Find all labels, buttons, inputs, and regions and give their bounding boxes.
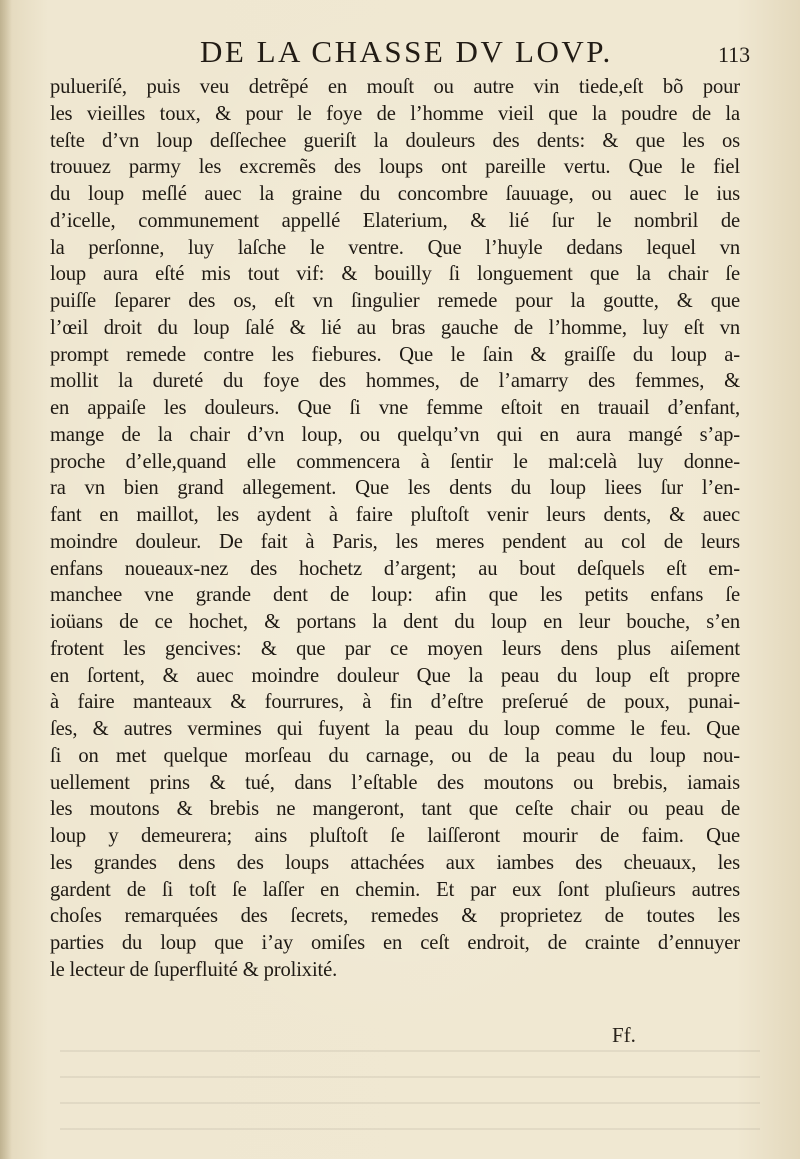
running-title: DE LA CHASSE DV LOVP. bbox=[200, 34, 613, 69]
signature-mark: Ff. bbox=[612, 1023, 636, 1047]
text-line: loup y demeurera; ains pluſtoſt ſe laiſſeront mourir de faim. Que bbox=[50, 825, 740, 847]
text-line: ſi on met quelque morſeau du carnage, ou de la peau du loup nou- bbox=[50, 744, 740, 767]
text-line: l’œil droit du loup ſalé & lié au bras gauche de l’homme, luy eſt vn bbox=[50, 316, 740, 339]
page-number: 113 bbox=[718, 42, 751, 67]
body-text bbox=[50, 74, 740, 984]
text-line: enfans noueaux-nez des hochetz d’argent; au bout deſquels eſt em- bbox=[50, 557, 740, 580]
text-line: manchee vne grande dent de loup: afin que les petits enfans ſe bbox=[50, 584, 740, 607]
text-line: pulueriſé, puis veu detrẽpé en mouſt ou autre vin tiede,eſt bõ pour bbox=[50, 76, 740, 98]
text-line: parties du loup que i’ay omiſes en ceſt endroit, de crainte d’ennuyer bbox=[50, 932, 740, 954]
text-line: puiſſe ſeparer des os, eſt vn ſingulier remede pour la goutte, & que bbox=[50, 290, 740, 312]
text-line: les vieilles toux, & pour le foye de l’homme vieil que la poudre de la bbox=[50, 102, 740, 125]
text-line: ioüans de ce hochet, & portans la dent du loup en leur bouche, s’en bbox=[50, 611, 740, 633]
text-line: teſte d’vn loup deſſechee gueriſt la douleurs des dents: & que les os bbox=[50, 129, 740, 152]
text-line: d’icelle, communement appellé Elaterium, & lié ſur le nombril de bbox=[50, 209, 740, 232]
text-line: les grandes dens des loups attachées aux iambes des cheuaux, les bbox=[50, 851, 740, 874]
text-line: trouuez parmy les excremẽs des loups ont pareille vertu. Que le fiel bbox=[50, 156, 740, 179]
text-line: gardent de ſi toſt ſe laſſer en chemin. Et par eux ſont pluſieurs autres bbox=[50, 878, 740, 901]
text-line: fant en maillot, les aydent à faire pluſtoſt venir leurs dents, & auec bbox=[50, 504, 740, 526]
text-line: en ſortent, & auec moindre douleur Que la peau du loup eſt propre bbox=[50, 664, 740, 687]
text-line: prompt remede contre les fiebures. Que le ſain & graiſſe du loup a- bbox=[50, 343, 740, 366]
bleed-through-texture bbox=[60, 1050, 760, 1140]
text-line: loup aura eſté mis tout vif: & bouilly ſi longuement que la chair ſe bbox=[50, 263, 740, 286]
text-line: choſes remarquées des ſecrets, remedes & proprietez de toutes les bbox=[50, 905, 740, 928]
text-line: frotent les gencives: & que par ce moyen leurs dens plus aiſement bbox=[50, 637, 740, 660]
text-line: du loup meſlé auec la graine du concombre ſauuage, ou auec le ius bbox=[50, 183, 740, 205]
page-header bbox=[0, 34, 800, 74]
text-line: mange de la chair d’vn loup, ou quelqu’vn qui en aura mangé s’ap- bbox=[50, 423, 740, 446]
text-line: ſes, & autres vermines qui fuyent la peau du loup comme le feu. Que bbox=[50, 718, 740, 740]
text-line: à faire manteaux & fourrures, à fin d’eſtre preſerué de poux, punai- bbox=[50, 691, 740, 714]
text-line: les moutons & brebis ne mangeront, tant que ceſte chair ou peau de bbox=[50, 798, 740, 821]
text-line-last: le lecteur de ſuperfluité & prolixité. bbox=[50, 958, 338, 981]
page-gutter-shadow bbox=[0, 0, 12, 1159]
text-line: en appaiſe les douleurs. Que ſi vne femme eſtoit en trauail d’enfant, bbox=[50, 397, 740, 419]
text-line: mollit la dureté du foye des hommes, de l’amarry des femmes, & bbox=[50, 370, 740, 393]
text-line: uellement prins & tué, dans l’eſtable des moutons ou brebis, iamais bbox=[50, 771, 740, 794]
text-line: la perſonne, luy laſche le ventre. Que l’huyle dedans lequel vn bbox=[50, 236, 740, 259]
text-line: ra vn bien grand allegement. Que les dents du loup liees ſur l’en- bbox=[50, 477, 740, 500]
text-line: moindre douleur. De fait à Paris, les meres pendent au col de leurs bbox=[50, 530, 740, 553]
text-line: proche d’elle,quand elle commencera à ſentir le mal:celà luy donne- bbox=[50, 450, 740, 473]
